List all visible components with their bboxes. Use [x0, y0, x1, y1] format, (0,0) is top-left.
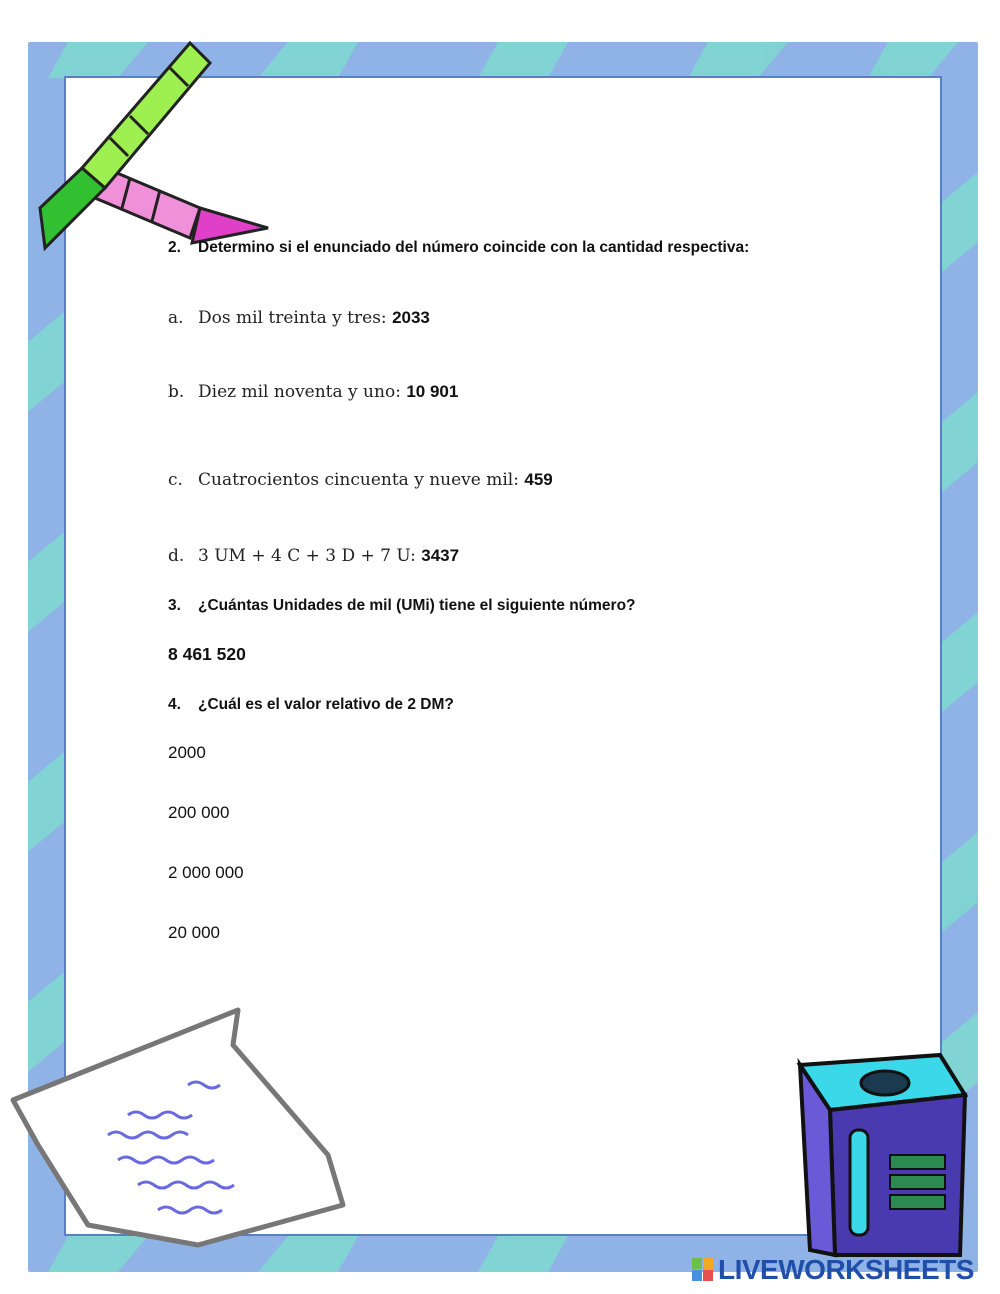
- item-letter: c.: [168, 470, 183, 490]
- item-text: Dos mil treinta y tres:: [198, 308, 387, 328]
- paper-sheet-icon: [8, 1005, 353, 1250]
- statement-d: [168, 546, 459, 566]
- question-text: ¿Cuál es el valor relativo de 2 DM?: [198, 696, 454, 713]
- statement-b: [168, 382, 458, 402]
- statement-c: [168, 470, 553, 490]
- question-number: 2.: [168, 239, 181, 256]
- answer-option[interactable]: 2000: [168, 743, 206, 762]
- question-text: ¿Cuántas Unidades de mil (UMi) tiene el siguiente número?: [198, 597, 636, 614]
- item-text: Diez mil noventa y uno:: [198, 382, 401, 402]
- liveworksheets-badge-icon: [692, 1258, 714, 1282]
- item-text: Cuatrocientos cincuenta y nueve mil:: [198, 470, 519, 490]
- crayons-icon: [10, 38, 280, 263]
- item-letter: a.: [168, 308, 184, 328]
- item-text: 3 UM + 4 C + 3 D + 7 U:: [198, 546, 416, 566]
- question-number: 4.: [168, 696, 181, 713]
- answer-option[interactable]: 2 000 000: [168, 863, 244, 882]
- item-letter: b.: [168, 382, 185, 402]
- question-3-title: [168, 597, 636, 615]
- item-letter: d.: [168, 546, 185, 566]
- question-3-number: 8 461 520: [168, 644, 246, 664]
- item-value: 459: [524, 470, 553, 489]
- item-value: 10 901: [406, 382, 459, 401]
- item-value: 3437: [421, 546, 460, 565]
- statement-a: [168, 308, 430, 328]
- question-text: Determino si el enunciado del número coincide con la cantidad respectiva:: [198, 239, 750, 256]
- liveworksheets-logo[interactable]: LIVEWORKSHEETS: [718, 1254, 974, 1285]
- item-value: 2033: [392, 308, 430, 327]
- question-number: 3.: [168, 597, 181, 614]
- answer-option[interactable]: 20 000: [168, 923, 220, 942]
- question-4-title: [168, 696, 454, 714]
- pencil-sharpener-icon: [790, 1035, 970, 1260]
- question-2-title: [168, 239, 749, 257]
- answer-option[interactable]: 200 000: [168, 803, 230, 822]
